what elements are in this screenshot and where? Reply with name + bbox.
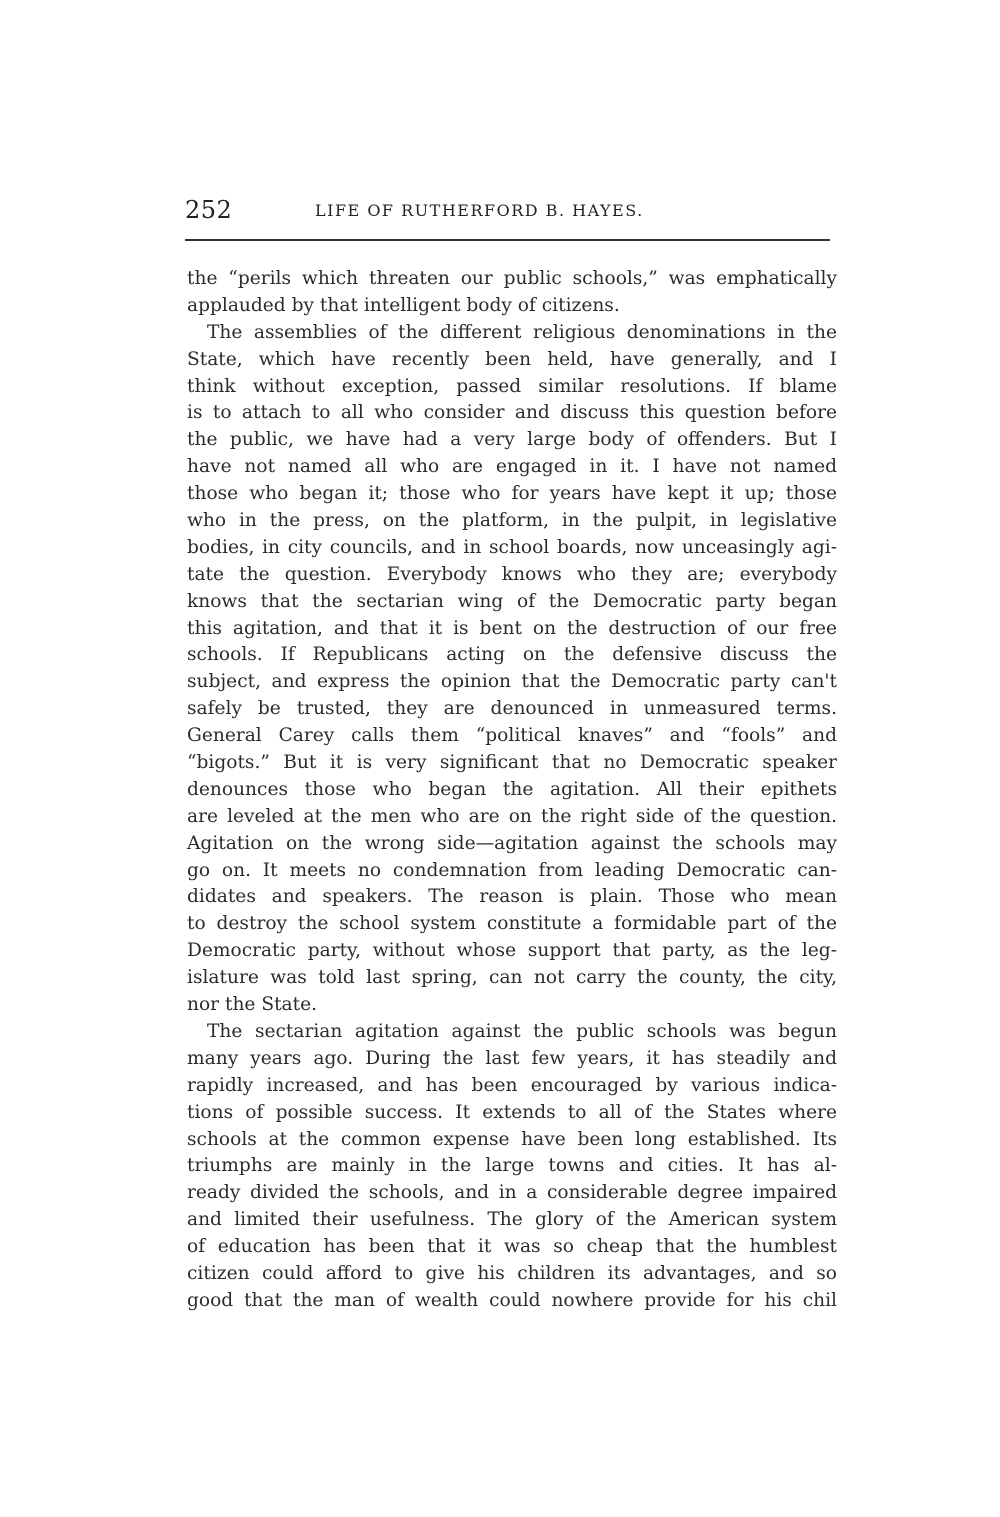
text-line: applauded by that intelligent body of citizens.: [187, 294, 620, 316]
text-line: the “perils which threaten our public schools,” was emphatically: [187, 268, 837, 289]
text-line: Agitation on the wrong side—agitation against the schools may: [187, 832, 837, 854]
text-line: who in the press, on the platform, in the pulpit, in legislative: [187, 510, 837, 532]
text-line: good that the man of wealth could nowhere provide for his chil: [187, 1289, 837, 1311]
text-line: triumphs are mainly in the large towns and cities. It has al-: [187, 1155, 837, 1177]
text-line: and limited their usefulness. The glory of the American system: [187, 1209, 837, 1231]
text-line: citizen could afford to give his children its advantages, and so: [187, 1262, 837, 1284]
text-line: rapidly increased, and has been encouraged by various indica-: [187, 1074, 837, 1096]
text-line: schools. If Republicans acting on the defensive discuss the: [187, 644, 837, 666]
text-line: bodies, in city councils, and in school boards, now unceasingly agi-: [187, 536, 837, 558]
text-line: knows that the sectarian wing of the Democratic party began: [187, 590, 837, 612]
text-line: are leveled at the men who are on the right side of the question.: [187, 805, 837, 827]
text-line: of education has been that it was so cheap that the humblest: [187, 1236, 837, 1258]
text-line: go on. It meets no condemnation from leading Democratic can-: [187, 859, 837, 881]
text-line: denounces those who began the agitation. All their epithets: [187, 778, 837, 800]
text-line: to destroy the school system constitute a formidable part of the: [187, 913, 837, 935]
text-line: General Carey calls them “political knaves” and “fools” and: [187, 725, 837, 747]
header-rule: [185, 239, 830, 241]
text-line: didates and speakers. The reason is plain. Those who mean: [187, 886, 837, 908]
text-line: nor the State.: [187, 994, 318, 1016]
text-line: those who began it; those who for years have kept it up; those: [187, 483, 837, 505]
text-line: the public, we have had a very large body of offenders. But I: [187, 429, 837, 451]
text-line: have not named all who are engaged in it. I have not named: [187, 456, 837, 478]
running-title: LIFE OF RUTHERFORD B. HAYES.: [315, 201, 644, 220]
text-line: ready divided the schools, and in a considerable degree impaired: [187, 1182, 837, 1204]
text-line: this agitation, and that it is bent on the destruction of our free: [187, 617, 837, 639]
text-line: is to attach to all who consider and discuss this question before: [187, 402, 837, 424]
text-line: many years ago. During the last few years, it has steadily and: [187, 1047, 837, 1069]
text-line: islature was told last spring, can not carry the county, the city,: [187, 967, 837, 989]
text-line: safely be trusted, they are denounced in unmeasured terms.: [187, 698, 837, 720]
text-line: “bigots.” But it is very significant that no Democratic speaker: [187, 752, 837, 774]
running-head: [185, 196, 835, 236]
text-line: tions of possible success. It extends to all of the States where: [187, 1101, 837, 1123]
text-line: State, which have recently been held, have generally, and I: [187, 348, 837, 370]
text-line: schools at the common expense have been long established. Its: [187, 1128, 837, 1150]
text-line: The sectarian agitation against the public schools was begun: [207, 1020, 837, 1042]
text-line: The assemblies of the different religious denominations in the: [207, 321, 837, 343]
text-line: think without exception, passed similar resolutions. If blame: [187, 375, 837, 397]
text-line: subject, and express the opinion that the Democratic party can't: [187, 671, 837, 693]
body-text: [187, 266, 837, 1315]
page-number: 252: [185, 196, 233, 224]
text-line: Democratic party, without whose support that party, as the leg-: [187, 940, 837, 962]
text-line: tate the question. Everybody knows who they are; everybody: [187, 563, 837, 585]
